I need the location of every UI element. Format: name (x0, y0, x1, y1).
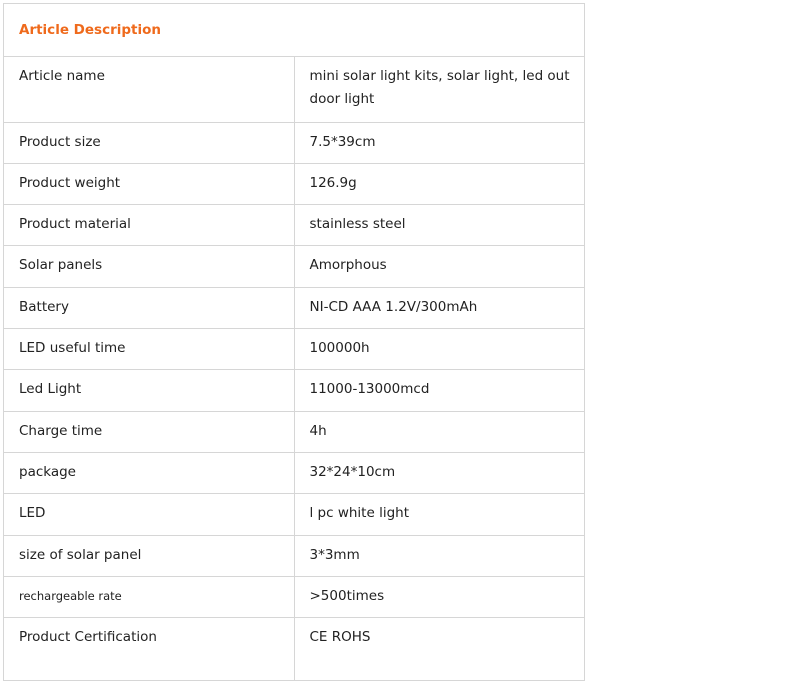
row-label (4, 370, 295, 412)
article-description-table (3, 3, 585, 681)
row-label (4, 494, 295, 536)
row-value-text: Amorphous (309, 257, 387, 273)
row-value-text: 7.5*39cm (309, 134, 376, 150)
row-label (4, 57, 295, 123)
row-label-text: LED (19, 505, 46, 521)
row-value (294, 453, 585, 494)
row-value (294, 329, 585, 370)
row-label (4, 164, 295, 205)
row-value-text: CE ROHS (309, 629, 371, 645)
row-label-text: Battery (19, 299, 69, 315)
table-header-row (4, 4, 585, 57)
table-row (4, 329, 585, 370)
row-value (294, 205, 585, 246)
row-label-text: package (19, 464, 76, 480)
row-value (294, 57, 585, 123)
row-value (294, 618, 585, 681)
row-value (294, 370, 585, 412)
row-label (4, 288, 295, 329)
table-row (4, 288, 585, 329)
table-row (4, 412, 585, 453)
row-label (4, 577, 295, 618)
row-value-text: stainless steel (309, 216, 406, 232)
table-row (4, 494, 585, 536)
table-row (4, 370, 585, 412)
row-value-text: 4h (309, 423, 327, 439)
row-value-text: >500times (309, 588, 385, 604)
table-row (4, 57, 585, 123)
table-row (4, 453, 585, 494)
row-value (294, 412, 585, 453)
row-label-text: Product Certification (19, 629, 157, 645)
table-row (4, 205, 585, 246)
table-row (4, 536, 585, 577)
table-row (4, 123, 585, 164)
row-label-text: size of solar panel (19, 547, 142, 563)
row-value-text: 32*24*10cm (309, 464, 396, 480)
article-description-title: Article Description (19, 21, 161, 38)
row-label-text: Product weight (19, 175, 121, 191)
row-value (294, 494, 585, 536)
row-value-text: mini solar light kits, solar light, led outdoor light (309, 68, 570, 107)
row-label (4, 536, 295, 577)
row-label-text: Charge time (19, 423, 103, 439)
table-row (4, 577, 585, 618)
row-value (294, 164, 585, 205)
table-header-cell (4, 4, 585, 57)
row-label-text: Article name (19, 68, 105, 84)
row-label (4, 123, 295, 164)
row-label (4, 205, 295, 246)
row-value (294, 577, 585, 618)
table-row (4, 164, 585, 205)
row-label (4, 246, 295, 288)
row-value-text: 126.9g (309, 175, 357, 191)
row-label-text: Led Light (19, 381, 82, 397)
row-value-text: 11000-13000mcd (309, 381, 430, 397)
row-label-text: Solar panels (19, 257, 103, 273)
row-value-text: NI-CD AAA 1.2V/300mAh (309, 299, 478, 315)
row-label (4, 412, 295, 453)
row-label (4, 453, 295, 494)
row-value (294, 123, 585, 164)
row-value-text: 3*3mm (309, 547, 360, 563)
row-value-text: 100000h (309, 340, 370, 356)
row-label-text: Product material (19, 216, 131, 232)
row-value-text: l pc white light (309, 505, 409, 521)
table-row (4, 618, 585, 681)
row-value (294, 288, 585, 329)
table-row (4, 246, 585, 288)
row-label-text: LED useful time (19, 340, 126, 356)
row-label-text: rechargeable rate (19, 589, 122, 603)
row-label (4, 329, 295, 370)
row-value (294, 536, 585, 577)
row-label (4, 618, 295, 681)
row-value (294, 246, 585, 288)
row-label-text: Product size (19, 134, 101, 150)
